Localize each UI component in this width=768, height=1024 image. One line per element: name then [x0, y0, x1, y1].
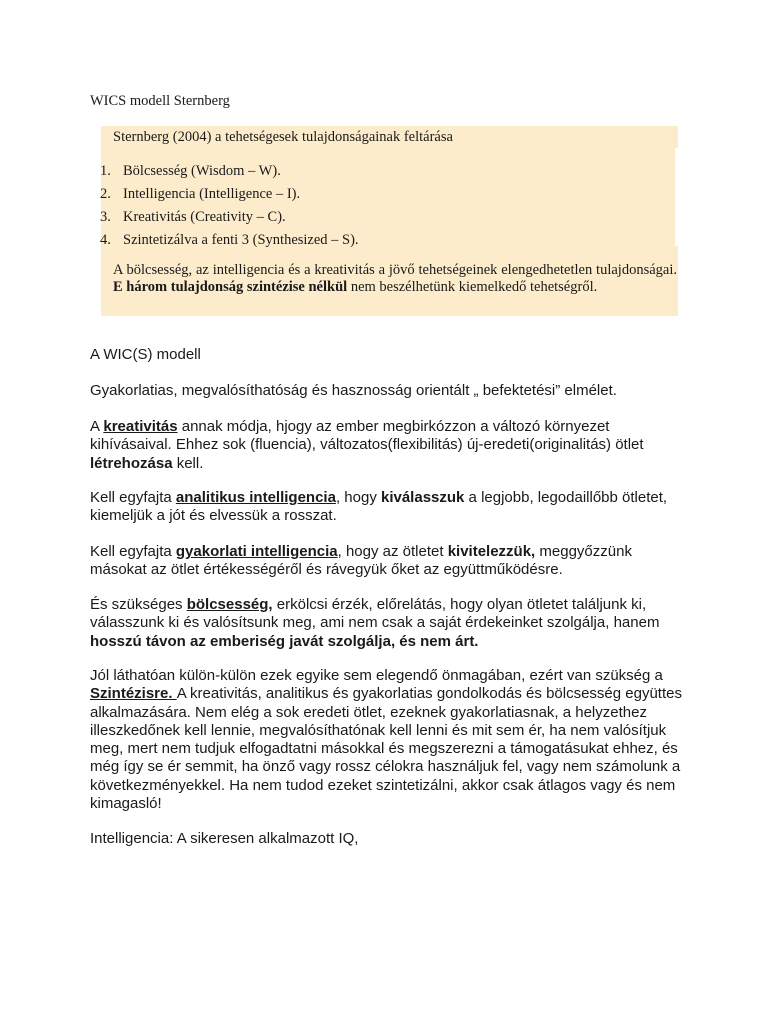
list-item	[100, 206, 359, 229]
summary-text-end: nem beszélhetünk kiemelkedő tehetségről.	[347, 279, 598, 295]
keyword-creativity: kreativitás	[103, 418, 178, 435]
list-item	[100, 160, 359, 183]
keyword-practical: gyakorlati intelligencia	[175, 543, 338, 560]
keyword-synthesis: Szintézisre.	[90, 685, 177, 703]
list-number: 4.	[100, 232, 111, 248]
trait-list	[100, 160, 359, 252]
list-item	[100, 183, 359, 206]
summary-emphasis: E három tulajdonság szintézise nélkül	[113, 279, 348, 295]
paragraph-intro: Gyakorlatias, megvalósíthatóság és hasznosság orientált „ befektetési” elmélet.	[90, 382, 617, 399]
list-number: 3.	[100, 209, 111, 225]
keyword-analytic: analitikus intelligencia	[175, 489, 336, 506]
box-intro: Sternberg (2004) a tehetségesek tulajdonságainak feltárása	[113, 129, 453, 145]
list-item	[100, 229, 359, 252]
section-heading: A WIC(S) modell	[90, 346, 201, 363]
box-summary	[113, 262, 677, 296]
paragraph-wisdom: És szükséges bölcsesség, erkölcsi érzék, előrelátás, hogy olyan ötletet találjunk ki, válasszunk ki és valósítsunk meg, ami nem csak a saját érdekeinket szolgálja, hanem hosszú távon az emberiség javát szolgálja, és nem árt.	[90, 596, 660, 650]
paragraph-practical: Kell egyfajta gyakorlati intelligencia, hogy az ötletet kivitelezzük, meggyőzzünk másokat az ötlet értékességéről és rávegyük őket az együttműködésre.	[90, 543, 632, 579]
paragraph-intelligence: Intelligencia: A sikeresen alkalmazott IQ,	[90, 830, 359, 847]
list-number: 1.	[100, 163, 111, 179]
paragraph-creativity: A kreativitás annak módja, hjogy az ember megbirkózzon a változó környezet kihívásaival. Ehhez sok (fluencia), változatos(flexibilitás) új-eredeti(originalitás) ötlet létrehozása kell.	[90, 418, 644, 472]
box-notch	[675, 148, 679, 246]
list-text: Bölcsesség (Wisdom – W).	[123, 163, 281, 179]
summary-text: A bölcsesség, az intelligencia és a kreativitás a jövő tehetségeinek elengedhetetlen tulajdonságai.	[113, 262, 677, 278]
keyword-wisdom: bölcsesség,	[186, 596, 273, 613]
paragraph-analytic: Kell egyfajta analitikus intelligencia, hogy kiválasszuk a legjobb, legodaillőbb ötletet, kiemeljük a jót és elvessük a rosszat.	[90, 489, 668, 525]
document-title: WICS modell Sternberg	[90, 93, 230, 109]
list-text: Szintetizálva a fenti 3 (Synthesized – S).	[123, 232, 359, 248]
list-text: Intelligencia (Intelligence – I).	[123, 186, 301, 202]
paragraph-synthesis: Jól láthatóan külön-külön ezek egyike sem elegendő önmagában, ezért van szükség a Szintézisre. A kreativitás, analitikus és gyakorlatias gondolkodás és bölcsesség együttes alkalmazására. Nem elég a sok eredeti ötlet, ezeknek gyakorlatiasnak, a helyzethez illeszkedőnek kell lennie, megvalósíthatónak kell lenni és mit sem ér, ha nem valósítjuk meg, mert nem tudjuk elfogadtatni másokkal és megszerezni a támogatásukat ehhez, és még így se ér semmit, ha önző vagy rossz célokra használjuk fel, vagy nem számolunk a következményekkel. Ha nem tudod ezeket szintetizálni, akkor csak átlagos vagy és nem kimagasló!	[90, 667, 682, 813]
list-number: 2.	[100, 186, 111, 202]
list-text: Kreativitás (Creativity – C).	[123, 209, 286, 225]
